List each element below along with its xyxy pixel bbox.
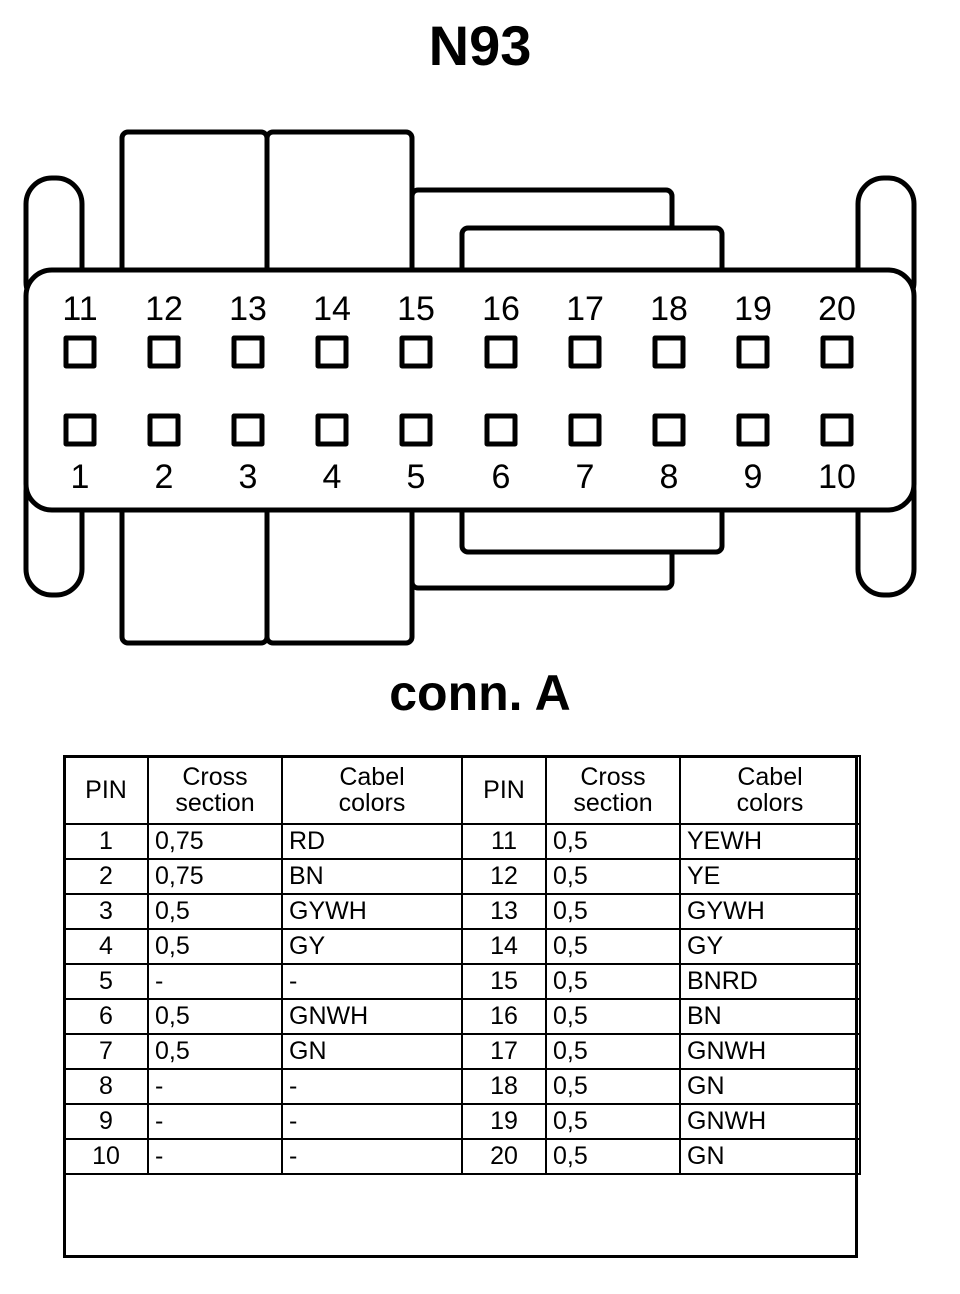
- pin-square-3: [234, 416, 262, 444]
- pin-label-10: 10: [818, 458, 856, 496]
- pin-label-18: 18: [650, 290, 688, 328]
- cell-colors-left: GYWH: [282, 894, 462, 929]
- pin-assignment-table: [63, 755, 858, 1175]
- pin-square-13: [234, 338, 262, 366]
- pin-label-6: 6: [491, 458, 511, 496]
- cell-pin-right: 13: [462, 894, 546, 929]
- col-header-cabel-colors-left: [282, 756, 462, 824]
- table-row: [64, 964, 860, 999]
- cell-pin-left: 7: [64, 1034, 148, 1069]
- pin-square-5: [402, 416, 430, 444]
- cell-colors-right: YEWH: [680, 824, 860, 859]
- cell-cross-right: 0,5: [546, 964, 680, 999]
- table-row: [64, 859, 860, 894]
- col-header-cross-right-line1: Cross: [580, 762, 646, 791]
- cell-pin-right: 16: [462, 999, 546, 1034]
- cell-pin-left: 6: [64, 999, 148, 1034]
- cell-cross-left: -: [148, 1069, 282, 1104]
- cell-cross-right: 0,5: [546, 929, 680, 964]
- pin-square-6: [487, 416, 515, 444]
- cell-pin-left: 4: [64, 929, 148, 964]
- cell-colors-left: GNWH: [282, 999, 462, 1034]
- cell-cross-right: 0,5: [546, 1034, 680, 1069]
- col-header-colors-left-line1: Cabel: [339, 762, 405, 791]
- cell-colors-left: -: [282, 1069, 462, 1104]
- cell-pin-left: 9: [64, 1104, 148, 1139]
- cell-pin-right: 12: [462, 859, 546, 894]
- cell-cross-right: 0,5: [546, 1069, 680, 1104]
- cell-pin-right: 14: [462, 929, 546, 964]
- cell-pin-right: 11: [462, 824, 546, 859]
- pin-square-15: [402, 338, 430, 366]
- cell-cross-left: 0,5: [148, 1034, 282, 1069]
- pin-label-3: 3: [238, 458, 258, 496]
- cell-pin-right: 20: [462, 1139, 546, 1174]
- cell-colors-right: GNWH: [680, 1104, 860, 1139]
- pin-square-20: [823, 338, 851, 366]
- pin-square-2: [150, 416, 178, 444]
- cell-pin-right: 15: [462, 964, 546, 999]
- col-header-cabel-colors-right: [680, 756, 860, 824]
- pin-label-13: 13: [229, 290, 267, 328]
- pin-square-18: [655, 338, 683, 366]
- cell-cross-left: -: [148, 1139, 282, 1174]
- pin-label-16: 16: [482, 290, 520, 328]
- cell-pin-left: 5: [64, 964, 148, 999]
- cell-colors-left: -: [282, 964, 462, 999]
- pin-square-8: [655, 416, 683, 444]
- cell-cross-right: 0,5: [546, 894, 680, 929]
- col-header-colors-right-line1: Cabel: [737, 762, 803, 791]
- cell-pin-right: 19: [462, 1104, 546, 1139]
- table-row: [64, 1104, 860, 1139]
- table-row: [64, 894, 860, 929]
- pin-label-15: 15: [397, 290, 435, 328]
- col-header-cross-section-left: [148, 756, 282, 824]
- cell-cross-left: 0,5: [148, 999, 282, 1034]
- cell-colors-right: BNRD: [680, 964, 860, 999]
- cell-cross-left: -: [148, 1104, 282, 1139]
- pin-label-20: 20: [818, 290, 856, 328]
- table-row: [64, 929, 860, 964]
- pin-square-1: [66, 416, 94, 444]
- cell-colors-right: GY: [680, 929, 860, 964]
- cell-pin-right: 17: [462, 1034, 546, 1069]
- cell-cross-right: 0,5: [546, 1139, 680, 1174]
- connector-tab-upper-mid: [267, 132, 412, 287]
- table-header-row: [64, 756, 860, 824]
- col-header-colors-right-line2: colors: [736, 789, 804, 817]
- table-row: [64, 999, 860, 1034]
- cell-colors-right: GNWH: [680, 1034, 860, 1069]
- pin-label-11: 11: [62, 290, 98, 328]
- cell-colors-left: GY: [282, 929, 462, 964]
- pin-square-4: [318, 416, 346, 444]
- col-header-pin-left-text: PIN: [85, 775, 127, 804]
- cell-cross-right: 0,5: [546, 1104, 680, 1139]
- cell-colors-left: GN: [282, 1034, 462, 1069]
- connector-diagram: [10, 110, 950, 670]
- pin-square-17: [571, 338, 599, 366]
- table-row: [64, 1139, 860, 1174]
- cell-colors-left: -: [282, 1104, 462, 1139]
- pin-square-12: [150, 338, 178, 366]
- cell-cross-left: 0,75: [148, 824, 282, 859]
- col-header-pin-left: [64, 756, 148, 824]
- cell-pin-left: 1: [64, 824, 148, 859]
- col-header-cross-right-line2: section: [573, 789, 653, 817]
- pin-square-16: [487, 338, 515, 366]
- cell-colors-right: BN: [680, 999, 860, 1034]
- cell-cross-left: -: [148, 964, 282, 999]
- col-header-pin-right-text: PIN: [483, 775, 525, 804]
- pin-square-11: [66, 338, 94, 366]
- cell-colors-left: BN: [282, 859, 462, 894]
- pin-square-19: [739, 338, 767, 366]
- col-header-cross-section-right: [546, 756, 680, 824]
- pin-label-5: 5: [406, 458, 426, 496]
- cell-cross-right: 0,5: [546, 824, 680, 859]
- cell-cross-right: 0,5: [546, 999, 680, 1034]
- pin-label-14: 14: [313, 290, 351, 328]
- pin-square-14: [318, 338, 346, 366]
- cell-pin-left: 2: [64, 859, 148, 894]
- pin-label-19: 19: [734, 290, 772, 328]
- col-header-colors-left-line2: colors: [338, 789, 406, 817]
- cell-colors-left: -: [282, 1139, 462, 1174]
- cell-pin-left: 3: [64, 894, 148, 929]
- pin-square-7: [571, 416, 599, 444]
- cell-colors-right: GN: [680, 1139, 860, 1174]
- pin-label-9: 9: [743, 458, 763, 496]
- cell-pin-right: 18: [462, 1069, 546, 1104]
- pin-label-8: 8: [659, 458, 679, 496]
- cell-pin-left: 8: [64, 1069, 148, 1104]
- pin-label-1: 1: [70, 458, 90, 496]
- connector-caption: conn. A: [389, 665, 571, 721]
- col-header-cross-left-line2: section: [175, 789, 255, 817]
- cell-cross-left: 0,75: [148, 859, 282, 894]
- connector-tab-upper-left: [122, 132, 267, 287]
- pin-square-9: [739, 416, 767, 444]
- table-row: [64, 824, 860, 859]
- page-title: N93: [428, 14, 532, 77]
- pin-square-10: [823, 416, 851, 444]
- table-row: [64, 1069, 860, 1104]
- cell-cross-left: 0,5: [148, 929, 282, 964]
- pin-label-4: 4: [322, 458, 342, 496]
- pin-label-17: 17: [566, 290, 604, 328]
- cell-pin-left: 10: [64, 1139, 148, 1174]
- col-header-pin-right: [462, 756, 546, 824]
- cell-cross-left: 0,5: [148, 894, 282, 929]
- pin-label-12: 12: [145, 290, 183, 328]
- pin-label-2: 2: [154, 458, 174, 496]
- cell-cross-right: 0,5: [546, 859, 680, 894]
- cell-colors-right: YE: [680, 859, 860, 894]
- col-header-cross-left-line1: Cross: [182, 762, 248, 791]
- pin-label-7: 7: [575, 458, 595, 496]
- cell-colors-right: GYWH: [680, 894, 860, 929]
- cell-colors-right: GN: [680, 1069, 860, 1104]
- table-row: [64, 1034, 860, 1069]
- cell-colors-left: RD: [282, 824, 462, 859]
